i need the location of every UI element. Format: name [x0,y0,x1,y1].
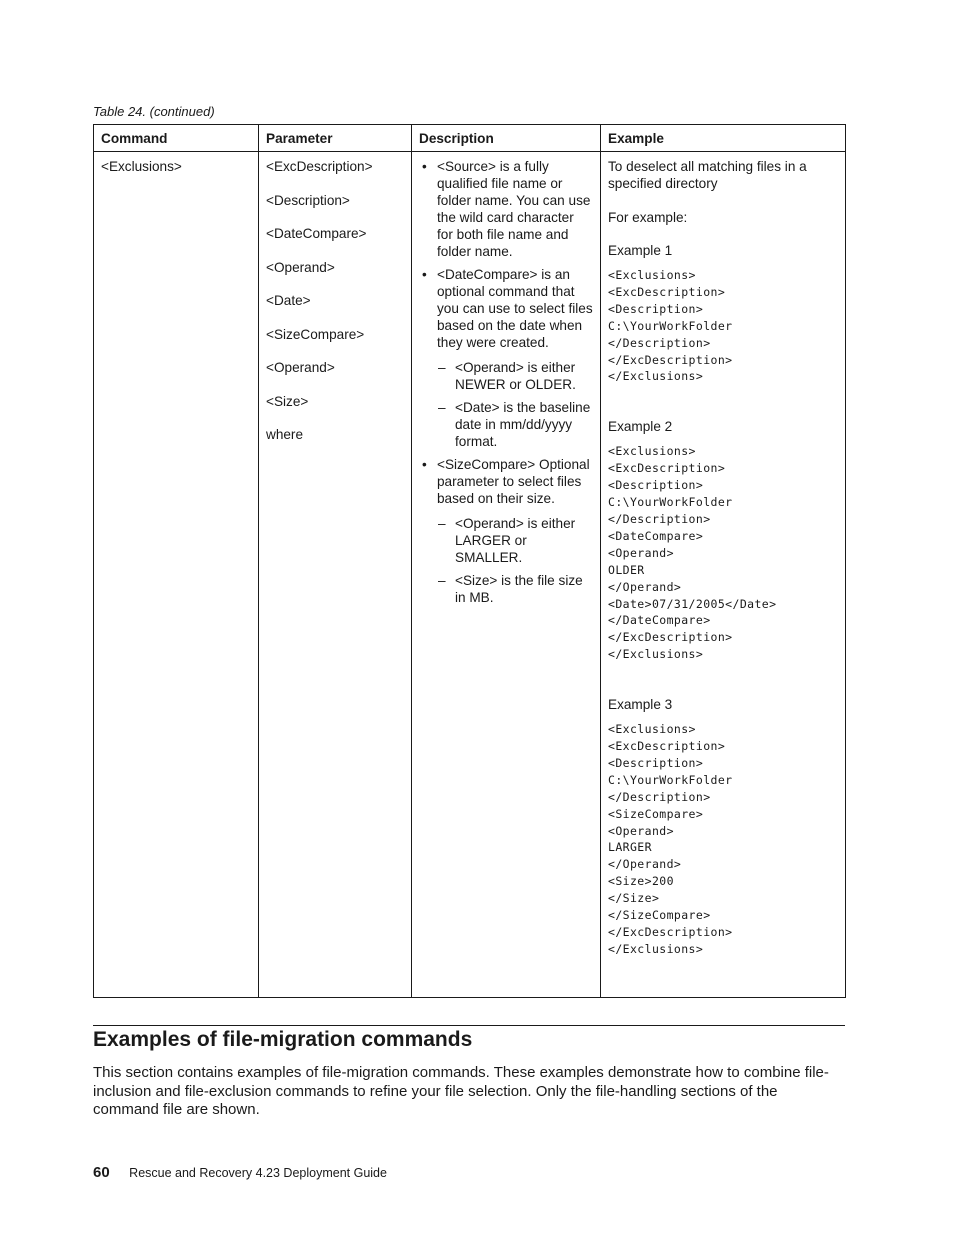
command-name: <Exclusions> [101,159,182,174]
table-caption: Table 24. (continued) [93,104,215,119]
sublist-item: – <Operand> is either NEWER or OLDER. [437,359,593,393]
page-footer [93,1164,387,1181]
parameter-item: <Operand> [266,259,335,275]
table-header-row [94,125,846,152]
header-description: Description [412,125,601,152]
document-title: Rescue and Recovery 4.23 Deployment Guide [129,1166,387,1180]
description-list [419,158,593,606]
example-for-example: For example: [608,209,688,225]
example-2-code: <Exclusions> <ExcDescription> <Description> C:\YourWorkFolder </Description> <DateCompare> <Operand> OLDER </Operand> <Date>07/31/2005</Date> </DateCompare> </ExcDescription> </Exclusions> [608,444,777,662]
sublist-item: – <Date> is the baseline date in mm/dd/yyyy format. [437,399,593,450]
description-sizecompare: <SizeCompare> Optional parameter to select files based on their size. [437,457,590,506]
command-table [93,124,846,998]
example-2-label: Example 2 [608,419,673,435]
parameter-item: <Date> [266,293,311,308]
description-datecompare: <DateCompare> is an optional command that you can use to select files based on the date when they were created. [437,267,593,350]
parameter-cell [259,152,412,998]
page-number: 60 [93,1164,110,1181]
description-item [419,266,593,450]
command-cell [94,152,259,998]
parameter-item: <Size> [266,393,309,409]
description-cell [412,152,601,998]
section-title: Examples of file-migration commands [93,1028,473,1051]
example-3-label: Example 3 [608,697,673,713]
size-sublist [437,515,593,606]
header-command: Command [94,125,259,152]
section-divider [93,1025,845,1026]
example-1-code: <Exclusions> <ExcDescription> <Description> C:\YourWorkFolder </Description> </ExcDescription> </Exclusions> [608,268,733,384]
example-intro: To deselect all matching files in a specified directory [608,159,807,191]
parameter-item: where [266,427,304,442]
section-body: This section contains examples of file-migration commands. These examples demonstrate how to combine file-inclusion and file-exclusion commands to refine your file selection. Only the file-handling sections of the command file are shown. [93,1064,829,1118]
table-row [94,152,846,998]
sublist-item: – <Size> is the file size in MB. [437,572,593,606]
header-example: Example [601,125,846,152]
description-item [419,456,593,606]
date-sublist [437,359,593,450]
example-3-code: <Exclusions> <ExcDescription> <Description> C:\YourWorkFolder </Description> <SizeCompare> <Operand> LARGER </Operand> <Size>200 </Size> </SizeCompare> </ExcDescription> </Exclusions> [608,722,733,956]
sublist-item: – <Operand> is either LARGER or SMALLER. [437,515,593,566]
parameter-item: <Description> [266,192,350,208]
description-source: <Source> is a fully qualified file name or folder name. You can use the wild card character for both file name and folder name. [437,159,591,259]
example-1-label: Example 1 [608,243,673,258]
parameter-item: <DateCompare> [266,226,367,241]
parameter-item: <ExcDescription> [266,159,373,174]
example-cell [601,152,846,998]
parameter-item: <SizeCompare> [266,326,365,342]
header-parameter: Parameter [259,125,412,152]
parameter-item: <Operand> [266,360,335,375]
description-item [419,158,593,260]
